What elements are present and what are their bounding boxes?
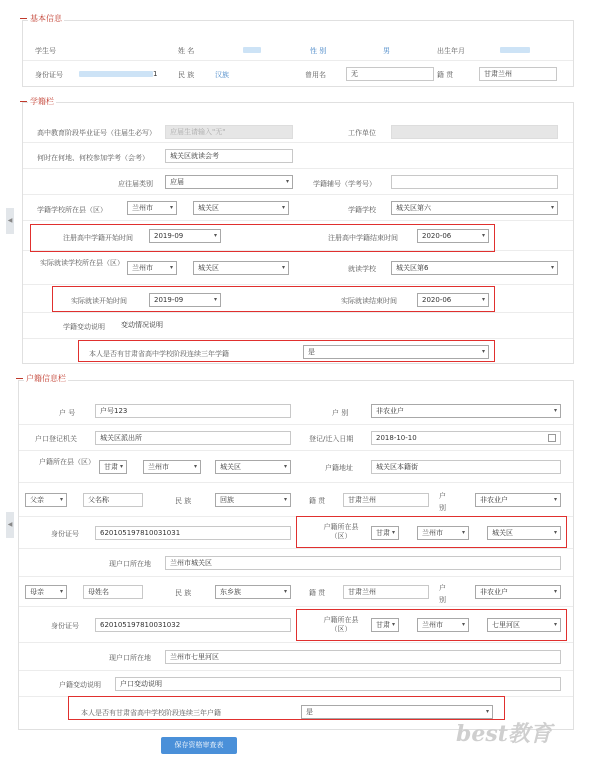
ethnic-label: 民 族 (178, 71, 195, 79)
reg-start-value: 2019-09 (154, 232, 184, 240)
father-district-value: 城关区 (492, 529, 513, 537)
chevron-down-icon: ▾ (461, 529, 465, 536)
basic-info-section (22, 20, 574, 87)
basic-info-title: 基本信息 (30, 14, 62, 23)
actual-district-select[interactable] (193, 261, 289, 275)
actual-district-value: 城关区 (198, 264, 219, 272)
address-label: 户籍地址 (325, 464, 353, 472)
highlight-mother-region (296, 609, 567, 641)
exam-place-input[interactable]: 城关区就读会考 (165, 149, 293, 163)
actual-city-select[interactable] (127, 261, 177, 275)
reg-end-label: 注册高中学籍结束时间 (328, 234, 398, 242)
father-region-label: 户籍所在县（区） (323, 523, 359, 540)
grad-type-label: 应往届类别 (118, 180, 153, 188)
father-province-value: 甘肃 (376, 529, 390, 537)
id-label: 身份证号 (35, 71, 63, 79)
father-ethnic-value: 回族 (220, 496, 234, 504)
city-value: 兰州市 (148, 463, 169, 471)
chevron-down-icon: ▾ (59, 588, 63, 595)
chevron-down-icon: ▾ (485, 708, 489, 715)
mother-ethnic-value: 东乡族 (220, 588, 241, 596)
move-date-input[interactable] (371, 431, 561, 445)
gender-value: 男 (383, 47, 390, 55)
hukou-region-label: 户籍所在县（区） (39, 458, 95, 466)
grad-type-value: 应届 (170, 178, 184, 186)
school-district-value: 城关区 (198, 204, 219, 212)
hukou-three-year-label: 本人是否有甘肃省高中学校阶段连续三年户籍 (81, 709, 221, 717)
save-button[interactable]: 保存资格审查表 (161, 737, 237, 754)
father-relation-select[interactable] (25, 493, 67, 507)
hukou-title: 户籍信息栏 (26, 374, 66, 383)
father-type-select[interactable] (475, 493, 561, 507)
school-value: 城关区第六 (396, 204, 431, 212)
chevron-down-icon: ▾ (285, 178, 289, 185)
former-name-input[interactable]: 无 (346, 67, 434, 81)
three-year-label: 本人是否有甘肃省高中学校阶段连续三年学籍 (89, 350, 229, 358)
chevron-down-icon: ▾ (481, 296, 485, 303)
left-collapse-arrow-icon-2[interactable]: ◀ (6, 512, 14, 538)
city-select[interactable] (143, 460, 201, 474)
actual-school-select[interactable] (391, 261, 558, 275)
father-relation-value: 父亲 (30, 496, 44, 504)
mother-addr-label: 现户口所在地 (109, 654, 151, 662)
mother-type-select[interactable] (475, 585, 561, 599)
hukou-section (18, 380, 574, 730)
province-select[interactable] (99, 460, 127, 474)
school-select[interactable] (391, 201, 558, 215)
district-select[interactable] (215, 460, 291, 474)
work-unit-input[interactable] (391, 125, 558, 139)
chevron-down-icon: ▾ (553, 588, 557, 595)
student-no-label: 学生号 (35, 47, 56, 55)
hukou-type-value: 非农业户 (376, 407, 404, 415)
actual-city-value: 兰州市 (132, 264, 153, 272)
hukou-type-label: 户 别 (332, 409, 349, 417)
chevron-down-icon: ▾ (169, 264, 173, 271)
change-input[interactable]: 变动情况说明 (117, 319, 559, 333)
actual-end-label: 实际就读结束时间 (341, 297, 397, 305)
reg-no-label: 学籍辅号（学考号） (313, 180, 376, 188)
name-label: 姓 名 (178, 47, 195, 55)
name-blurred (243, 47, 261, 53)
father-addr-input[interactable]: 兰州市城关区 (165, 556, 561, 570)
address-input[interactable]: 城关区本籍街 (371, 460, 561, 474)
highlight-three-year-hukou (68, 696, 505, 720)
birth-label: 出生年月 (437, 47, 465, 55)
father-name-input[interactable]: 父名称 (83, 493, 143, 507)
mother-city-value: 兰州市 (422, 621, 443, 629)
mother-relation-select[interactable] (25, 585, 67, 599)
mother-relation-value: 母亲 (30, 588, 44, 596)
chevron-down-icon: ▾ (283, 496, 287, 503)
chevron-down-icon: ▾ (391, 621, 395, 628)
mother-region-label: 户籍所在县（区） (323, 616, 359, 633)
school-region-label: 学籍学校所在县（区） (37, 206, 107, 214)
left-collapse-arrow-icon[interactable]: ◀ (6, 208, 14, 234)
chevron-down-icon: ▾ (119, 463, 123, 470)
chevron-down-icon: ▾ (553, 529, 557, 536)
reg-office-label: 户口登记机关 (35, 435, 77, 443)
reg-no-input[interactable] (391, 175, 558, 189)
highlight-reg-dates (30, 224, 495, 252)
chevron-down-icon: ▾ (391, 529, 395, 536)
father-city-value: 兰州市 (422, 529, 443, 537)
mother-native-input[interactable]: 甘肃兰州 (343, 585, 429, 599)
father-ethnic-select[interactable] (215, 493, 291, 507)
mother-id-input[interactable]: 620105197810031032 (95, 618, 291, 632)
chevron-down-icon: ▾ (553, 621, 557, 628)
mother-name-input[interactable]: 母姓名 (83, 585, 143, 599)
hukou-change-input[interactable]: 户口变动说明 (115, 677, 561, 691)
grad-type-select[interactable] (165, 175, 293, 189)
hukou-no-label: 户 号 (59, 409, 76, 417)
hukou-no-input[interactable]: 户号123 (95, 404, 291, 418)
school-city-select[interactable] (127, 201, 177, 215)
chevron-down-icon: ▾ (213, 296, 217, 303)
work-unit-label: 工作单位 (348, 129, 376, 137)
mother-addr-input[interactable]: 兰州市七里河区 (165, 650, 561, 664)
former-name-label: 曾用名 (305, 71, 326, 79)
chevron-down-icon: ▾ (481, 348, 485, 355)
father-native-label: 籍 贯 (309, 497, 326, 505)
id-tail: 1 (153, 70, 158, 78)
exam-no-label: 高中教育阶段毕业证号（往届生必写） (37, 129, 156, 137)
calendar-icon[interactable] (548, 434, 556, 442)
father-native-input[interactable]: 甘肃兰州 (343, 493, 429, 507)
father-id-label: 身份证号 (51, 530, 79, 538)
province-value: 甘肃 (104, 463, 118, 471)
native-label: 籍 贯 (437, 71, 454, 79)
mother-province-value: 甘肃 (376, 621, 390, 629)
highlight-father-region (296, 516, 567, 548)
actual-start-value: 2019-09 (154, 296, 184, 304)
chevron-down-icon: ▾ (169, 204, 173, 211)
mother-native-label: 籍 贯 (309, 589, 326, 597)
reg-office-input[interactable]: 城关区派出所 (95, 431, 291, 445)
exam-no-input[interactable]: 应届生请输入"无" (165, 125, 293, 139)
mother-type-value: 非农业户 (480, 588, 508, 596)
id-blurred (79, 71, 153, 77)
mother-id-label: 身份证号 (51, 622, 79, 630)
exam-place-label: 何时在何地、何校参加学考（会考） (37, 154, 149, 162)
native-input[interactable]: 甘肃兰州 (479, 67, 557, 81)
mother-district-value: 七里河区 (492, 621, 520, 629)
chevron-down-icon: ▾ (553, 407, 557, 414)
hukou-three-year-value: 是 (306, 708, 313, 716)
school-district-select[interactable] (193, 201, 289, 215)
actual-school-value: 城关区第6 (396, 264, 429, 272)
chevron-down-icon: ▾ (550, 264, 554, 271)
highlight-actual-dates (52, 286, 495, 312)
father-ethnic-label: 民 族 (175, 497, 192, 505)
chevron-down-icon: ▾ (283, 588, 287, 595)
watermark-logo: best教育 (456, 721, 552, 747)
father-id-input[interactable]: 620105197810031031 (95, 526, 291, 540)
reg-end-value: 2020-06 (422, 232, 452, 240)
father-type-label: 户 别 (439, 492, 446, 512)
actual-end-value: 2020-06 (422, 296, 452, 304)
highlight-three-year-school (78, 340, 495, 362)
mother-ethnic-select[interactable] (215, 585, 291, 599)
change-label: 学籍变动说明 (63, 323, 105, 331)
actual-start-label: 实际就读开始时间 (71, 297, 127, 305)
actual-school-label: 就读学校 (348, 265, 376, 273)
chevron-down-icon: ▾ (481, 232, 485, 239)
move-date-value: 2018-10-10 (376, 434, 417, 442)
gender-label: 性 别 (310, 47, 327, 55)
chevron-down-icon: ▾ (550, 204, 554, 211)
chevron-down-icon: ▾ (193, 463, 197, 470)
three-year-value: 是 (308, 348, 315, 356)
chevron-down-icon: ▾ (281, 204, 285, 211)
mother-ethnic-label: 民 族 (175, 589, 192, 597)
actual-region-label: 实际就读学校所在县（区） (40, 259, 124, 267)
district-value: 城关区 (220, 463, 241, 471)
reg-start-label: 注册高中学籍开始时间 (63, 234, 133, 242)
chevron-down-icon: ▾ (553, 496, 557, 503)
mother-type-label: 户 别 (439, 584, 446, 604)
birth-blurred (500, 47, 530, 53)
hukou-change-label: 户籍变动说明 (59, 681, 101, 689)
school-title: 学籍栏 (30, 97, 54, 106)
hukou-type-select[interactable] (371, 404, 561, 418)
ethnic-value: 汉族 (215, 71, 229, 79)
chevron-down-icon: ▾ (281, 264, 285, 271)
father-type-value: 非农业户 (480, 496, 508, 504)
chevron-down-icon: ▾ (59, 496, 63, 503)
chevron-down-icon: ▾ (213, 232, 217, 239)
school-city-value: 兰州市 (132, 204, 153, 212)
chevron-down-icon: ▾ (283, 463, 287, 470)
school-label: 学籍学校 (348, 206, 376, 214)
move-date-label: 登记/迁入日期 (309, 435, 354, 443)
chevron-down-icon: ▾ (461, 621, 465, 628)
father-addr-label: 现户口所在地 (109, 560, 151, 568)
